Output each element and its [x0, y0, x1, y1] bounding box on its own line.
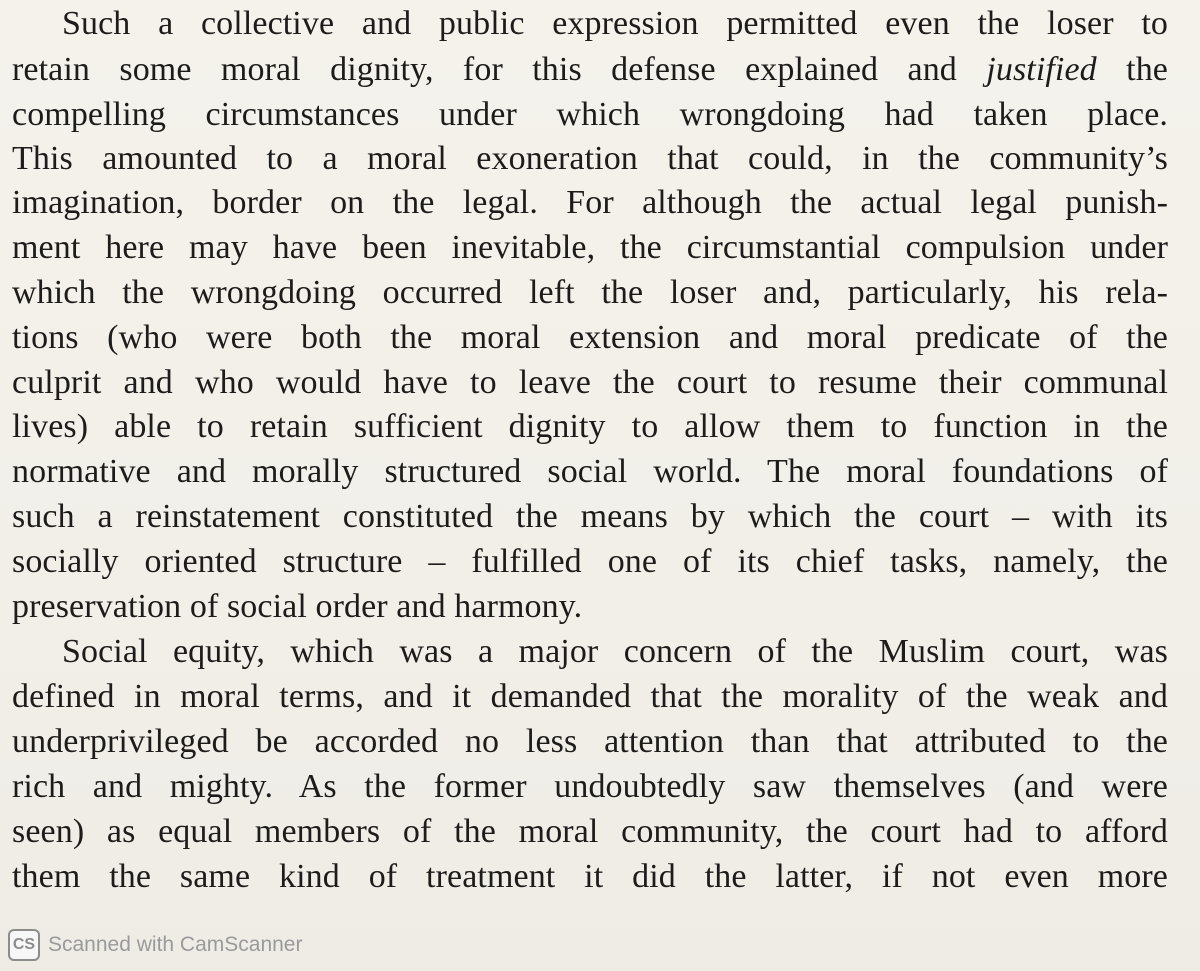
text-line: This amounted to a moral exoneration that could, in the community’s	[12, 140, 1168, 177]
text-segment: retain some moral dignity, for this defense explained and	[12, 51, 957, 88]
text-line: culprit and who would have to leave the court to resume their communal	[12, 364, 1168, 401]
text-line: such a reinstatement constituted the means by which the court – with its	[12, 498, 1168, 535]
text-line: Social equity, which was a major concern of the Muslim court, was	[62, 633, 1168, 670]
text-line: preservation of social order and harmony.	[12, 588, 583, 625]
text-line: imagination, border on the legal. For although the actual legal punish-	[12, 184, 1168, 221]
text-line: Such a collective and public expression permitted even the loser to	[62, 5, 1168, 42]
text-line: compelling circumstances under which wrongdoing had taken place.	[12, 96, 1168, 133]
text-line: socially oriented structure – fulfilled one of its chief tasks, namely, the	[12, 543, 1168, 580]
watermark-text: Scanned with CamScanner	[48, 933, 303, 956]
text-line: which the wrongdoing occurred left the loser and, particularly, his rela-	[12, 274, 1168, 311]
text-line	[12, 48, 1168, 92]
text-line: lives) able to retain sufficient dignity to allow them to function in the	[12, 408, 1168, 445]
camscanner-logo-icon: CS	[8, 929, 40, 961]
italic-word: justified	[986, 51, 1097, 88]
text-line: normative and morally structured social world. The moral foundations of	[12, 453, 1168, 490]
text-line: rich and mighty. As the former undoubtedly saw themselves (and were	[12, 768, 1168, 805]
text-line: ment here may have been inevitable, the circumstantial compulsion under	[12, 229, 1168, 266]
text-line: defined in moral terms, and it demanded that the morality of the weak and	[12, 678, 1168, 715]
text-line: tions (who were both the moral extension and moral predicate of the	[12, 319, 1168, 356]
text-line: them the same kind of treatment it did the latter, if not even more	[12, 858, 1168, 895]
text-segment: the	[1126, 51, 1168, 88]
text-line: seen) as equal members of the moral community, the court had to afford	[12, 813, 1168, 850]
camscanner-watermark	[8, 928, 302, 962]
text-line: underprivileged be accorded no less attention than that attributed to the	[12, 723, 1168, 760]
